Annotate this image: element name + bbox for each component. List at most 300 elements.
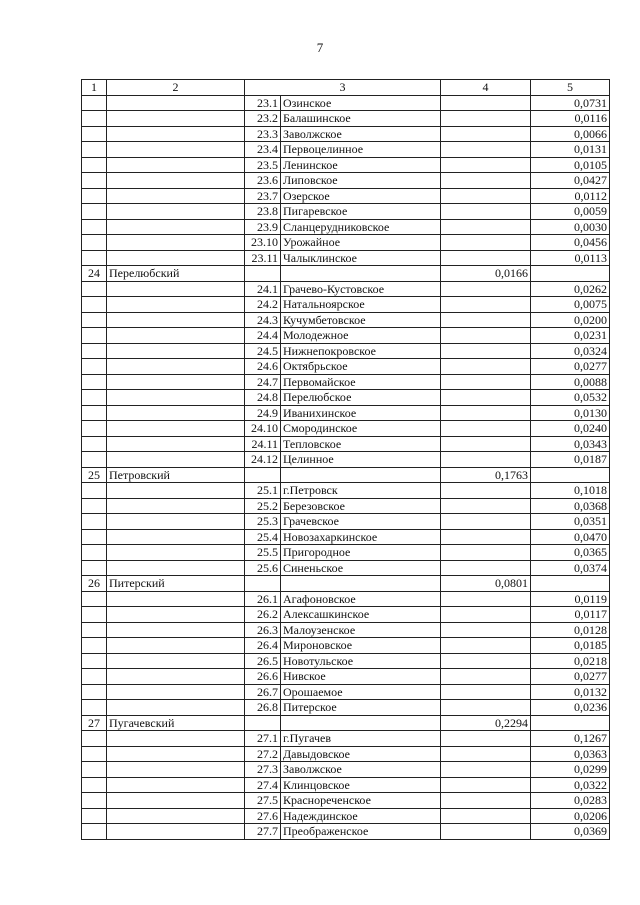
- empty-cell: [531, 715, 610, 731]
- settlement-code: 24.8: [245, 390, 281, 406]
- district-row: [82, 576, 610, 592]
- settlement-row: [82, 746, 610, 762]
- empty-cell: [441, 343, 531, 359]
- empty-cell: [82, 793, 107, 809]
- empty-cell: [82, 421, 107, 437]
- settlement-code: 24.11: [245, 436, 281, 452]
- empty-cell: [107, 95, 245, 111]
- settlement-row: [82, 436, 610, 452]
- settlement-value: 0,0427: [531, 173, 610, 189]
- settlement-name: Синеньское: [281, 560, 441, 576]
- settlement-value: 0,0113: [531, 250, 610, 266]
- settlement-name: Октябрьское: [281, 359, 441, 375]
- settlement-code: 23.8: [245, 204, 281, 220]
- settlement-value: 0,0283: [531, 793, 610, 809]
- settlement-value: 0,0059: [531, 204, 610, 220]
- empty-cell: [441, 700, 531, 716]
- empty-cell: [107, 343, 245, 359]
- empty-cell: [107, 219, 245, 235]
- empty-cell: [107, 328, 245, 344]
- settlement-name: Пригородное: [281, 545, 441, 561]
- empty-cell: [107, 560, 245, 576]
- settlement-value: 0,0532: [531, 390, 610, 406]
- empty-cell: [107, 529, 245, 545]
- settlement-name: Целинное: [281, 452, 441, 468]
- settlement-row: [82, 731, 610, 747]
- settlement-name: Урожайное: [281, 235, 441, 251]
- district-name: Перелюбский: [107, 266, 245, 282]
- district-row: [82, 715, 610, 731]
- empty-cell: [441, 545, 531, 561]
- empty-cell: [107, 777, 245, 793]
- empty-cell: [82, 328, 107, 344]
- empty-cell: [82, 436, 107, 452]
- settlement-row: [82, 684, 610, 700]
- settlement-row: [82, 700, 610, 716]
- settlement-value: 0,0187: [531, 452, 610, 468]
- empty-cell: [441, 777, 531, 793]
- empty-cell: [107, 498, 245, 514]
- settlement-name: Липовское: [281, 173, 441, 189]
- settlement-name: Надеждинское: [281, 808, 441, 824]
- district-name: Петровский: [107, 467, 245, 483]
- settlement-row: [82, 607, 610, 623]
- settlement-row: [82, 452, 610, 468]
- empty-cell: [441, 824, 531, 840]
- empty-cell: [107, 483, 245, 499]
- district-value: 0,1763: [441, 467, 531, 483]
- district-row: [82, 467, 610, 483]
- settlement-name: Малоузенское: [281, 622, 441, 638]
- settlement-code: 27.2: [245, 746, 281, 762]
- settlement-code: 24.10: [245, 421, 281, 437]
- empty-cell: [531, 266, 610, 282]
- settlement-row: [82, 762, 610, 778]
- empty-cell: [245, 467, 281, 483]
- empty-cell: [441, 762, 531, 778]
- empty-cell: [441, 808, 531, 824]
- empty-cell: [82, 808, 107, 824]
- settlement-code: 27.5: [245, 793, 281, 809]
- empty-cell: [441, 498, 531, 514]
- district-index: 24: [82, 266, 107, 282]
- settlement-code: 23.10: [245, 235, 281, 251]
- settlement-value: 0,1267: [531, 731, 610, 747]
- empty-cell: [441, 390, 531, 406]
- empty-cell: [82, 498, 107, 514]
- settlement-name: Нивское: [281, 669, 441, 685]
- settlement-code: 25.3: [245, 514, 281, 530]
- empty-cell: [281, 266, 441, 282]
- settlement-value: 0,0130: [531, 405, 610, 421]
- empty-cell: [107, 793, 245, 809]
- settlement-name: Краснореченское: [281, 793, 441, 809]
- empty-cell: [82, 824, 107, 840]
- empty-cell: [107, 204, 245, 220]
- empty-cell: [82, 343, 107, 359]
- empty-cell: [245, 715, 281, 731]
- settlement-name: Кучумбетовское: [281, 312, 441, 328]
- settlement-name: Ленинское: [281, 157, 441, 173]
- empty-cell: [441, 653, 531, 669]
- empty-cell: [441, 235, 531, 251]
- table-body: [82, 95, 610, 839]
- empty-cell: [441, 281, 531, 297]
- settlement-code: 24.6: [245, 359, 281, 375]
- settlement-code: 26.6: [245, 669, 281, 685]
- table-header-row: [82, 80, 610, 96]
- empty-cell: [107, 684, 245, 700]
- empty-cell: [441, 173, 531, 189]
- settlement-name: Мироновское: [281, 638, 441, 654]
- empty-cell: [441, 219, 531, 235]
- settlement-row: [82, 777, 610, 793]
- header-col-1: 1: [82, 80, 107, 96]
- empty-cell: [107, 700, 245, 716]
- settlement-row: [82, 126, 610, 142]
- settlement-value: 0,0374: [531, 560, 610, 576]
- settlement-code: 24.3: [245, 312, 281, 328]
- settlement-value: 0,0456: [531, 235, 610, 251]
- settlement-row: [82, 824, 610, 840]
- empty-cell: [441, 142, 531, 158]
- settlement-value: 0,0030: [531, 219, 610, 235]
- empty-cell: [107, 591, 245, 607]
- settlement-value: 0,0128: [531, 622, 610, 638]
- settlement-code: 23.6: [245, 173, 281, 189]
- settlement-code: 25.4: [245, 529, 281, 545]
- empty-cell: [107, 405, 245, 421]
- settlement-name: Нижнепокровское: [281, 343, 441, 359]
- settlement-value: 0,0132: [531, 684, 610, 700]
- empty-cell: [107, 653, 245, 669]
- settlement-value: 0,0112: [531, 188, 610, 204]
- empty-cell: [82, 374, 107, 390]
- empty-cell: [82, 359, 107, 375]
- empty-cell: [82, 684, 107, 700]
- empty-cell: [441, 297, 531, 313]
- empty-cell: [441, 312, 531, 328]
- empty-cell: [107, 157, 245, 173]
- settlement-value: 0,0231: [531, 328, 610, 344]
- empty-cell: [107, 436, 245, 452]
- settlement-code: 24.7: [245, 374, 281, 390]
- settlement-row: [82, 188, 610, 204]
- settlement-value: 0,0322: [531, 777, 610, 793]
- settlement-name: Грачево-Кустовское: [281, 281, 441, 297]
- settlement-code: 27.3: [245, 762, 281, 778]
- settlement-code: 26.7: [245, 684, 281, 700]
- settlement-code: 24.12: [245, 452, 281, 468]
- settlement-code: 23.1: [245, 95, 281, 111]
- empty-cell: [441, 669, 531, 685]
- empty-cell: [82, 452, 107, 468]
- empty-cell: [441, 622, 531, 638]
- empty-cell: [441, 374, 531, 390]
- settlement-name: Тепловское: [281, 436, 441, 452]
- district-index: 25: [82, 467, 107, 483]
- settlement-name: Перелюбское: [281, 390, 441, 406]
- settlement-row: [82, 374, 610, 390]
- settlement-name: Чалыклинское: [281, 250, 441, 266]
- settlement-name: Первоцелинное: [281, 142, 441, 158]
- empty-cell: [82, 188, 107, 204]
- settlement-row: [82, 793, 610, 809]
- settlement-name: Заволжское: [281, 762, 441, 778]
- empty-cell: [82, 700, 107, 716]
- settlement-row: [82, 514, 610, 530]
- empty-cell: [441, 452, 531, 468]
- settlement-code: 24.5: [245, 343, 281, 359]
- empty-cell: [107, 638, 245, 654]
- settlement-name: Новозахаркинское: [281, 529, 441, 545]
- empty-cell: [107, 126, 245, 142]
- empty-cell: [441, 188, 531, 204]
- district-name: Пугачевский: [107, 715, 245, 731]
- empty-cell: [82, 95, 107, 111]
- settlement-code: 24.2: [245, 297, 281, 313]
- settlement-name: г.Пугачев: [281, 731, 441, 747]
- empty-cell: [107, 111, 245, 127]
- settlement-name: Заволжское: [281, 126, 441, 142]
- settlement-name: Клинцовское: [281, 777, 441, 793]
- empty-cell: [441, 793, 531, 809]
- empty-cell: [82, 173, 107, 189]
- empty-cell: [107, 297, 245, 313]
- district-index: 27: [82, 715, 107, 731]
- empty-cell: [82, 297, 107, 313]
- settlement-row: [82, 95, 610, 111]
- settlement-code: 26.1: [245, 591, 281, 607]
- empty-cell: [281, 715, 441, 731]
- district-value: 0,2294: [441, 715, 531, 731]
- settlement-code: 23.4: [245, 142, 281, 158]
- empty-cell: [107, 281, 245, 297]
- empty-cell: [107, 421, 245, 437]
- empty-cell: [441, 328, 531, 344]
- empty-cell: [107, 762, 245, 778]
- settlement-name: Орошаемое: [281, 684, 441, 700]
- settlement-row: [82, 173, 610, 189]
- settlement-code: 23.9: [245, 219, 281, 235]
- settlement-value: 0,0206: [531, 808, 610, 824]
- settlement-name: Давыдовское: [281, 746, 441, 762]
- settlement-value: 0,0324: [531, 343, 610, 359]
- empty-cell: [82, 762, 107, 778]
- empty-cell: [441, 514, 531, 530]
- settlement-code: 23.7: [245, 188, 281, 204]
- settlement-code: 27.6: [245, 808, 281, 824]
- settlement-name: Березовское: [281, 498, 441, 514]
- settlement-name: Натальноярское: [281, 297, 441, 313]
- settlement-code: 27.4: [245, 777, 281, 793]
- settlement-name: Новотульское: [281, 653, 441, 669]
- header-col-4: 4: [441, 80, 531, 96]
- settlement-value: 0,0351: [531, 514, 610, 530]
- settlement-code: 25.1: [245, 483, 281, 499]
- district-value: 0,0801: [441, 576, 531, 592]
- empty-cell: [531, 576, 610, 592]
- settlement-row: [82, 312, 610, 328]
- settlement-name: Первомайское: [281, 374, 441, 390]
- settlement-value: 0,0731: [531, 95, 610, 111]
- settlement-row: [82, 808, 610, 824]
- settlement-row: [82, 111, 610, 127]
- empty-cell: [107, 731, 245, 747]
- settlement-value: 0,0368: [531, 498, 610, 514]
- empty-cell: [107, 824, 245, 840]
- empty-cell: [82, 560, 107, 576]
- settlement-name: Агафоновское: [281, 591, 441, 607]
- settlement-name: Пигаревское: [281, 204, 441, 220]
- empty-cell: [245, 576, 281, 592]
- settlement-code: 26.4: [245, 638, 281, 654]
- empty-cell: [441, 731, 531, 747]
- settlement-name: г.Петровск: [281, 483, 441, 499]
- empty-cell: [441, 204, 531, 220]
- district-name: Питерский: [107, 576, 245, 592]
- empty-cell: [82, 669, 107, 685]
- empty-cell: [441, 591, 531, 607]
- settlement-value: 0,0116: [531, 111, 610, 127]
- empty-cell: [107, 514, 245, 530]
- empty-cell: [82, 235, 107, 251]
- settlement-value: 0,0131: [531, 142, 610, 158]
- settlement-value: 0,0236: [531, 700, 610, 716]
- settlement-code: 27.1: [245, 731, 281, 747]
- empty-cell: [82, 219, 107, 235]
- settlement-code: 23.2: [245, 111, 281, 127]
- settlement-row: [82, 204, 610, 220]
- empty-cell: [82, 777, 107, 793]
- settlement-code: 26.2: [245, 607, 281, 623]
- settlement-value: 0,0117: [531, 607, 610, 623]
- settlement-value: 0,0200: [531, 312, 610, 328]
- district-value: 0,0166: [441, 266, 531, 282]
- empty-cell: [82, 157, 107, 173]
- settlement-name: Грачевское: [281, 514, 441, 530]
- empty-cell: [107, 452, 245, 468]
- settlement-value: 0,0218: [531, 653, 610, 669]
- empty-cell: [441, 421, 531, 437]
- settlement-row: [82, 142, 610, 158]
- settlement-code: 25.5: [245, 545, 281, 561]
- settlement-row: [82, 297, 610, 313]
- empty-cell: [441, 111, 531, 127]
- empty-cell: [441, 436, 531, 452]
- empty-cell: [107, 808, 245, 824]
- empty-cell: [441, 359, 531, 375]
- settlement-row: [82, 638, 610, 654]
- settlement-code: 26.3: [245, 622, 281, 638]
- empty-cell: [441, 126, 531, 142]
- empty-cell: [107, 142, 245, 158]
- settlement-name: Молодежное: [281, 328, 441, 344]
- empty-cell: [441, 560, 531, 576]
- empty-cell: [107, 173, 245, 189]
- empty-cell: [441, 746, 531, 762]
- settlement-row: [82, 157, 610, 173]
- settlement-value: 0,0262: [531, 281, 610, 297]
- header-col-2: 2: [107, 80, 245, 96]
- empty-cell: [82, 142, 107, 158]
- empty-cell: [82, 204, 107, 220]
- settlement-row: [82, 343, 610, 359]
- empty-cell: [82, 607, 107, 623]
- empty-cell: [82, 405, 107, 421]
- empty-cell: [107, 374, 245, 390]
- empty-cell: [82, 529, 107, 545]
- empty-cell: [107, 312, 245, 328]
- settlement-row: [82, 390, 610, 406]
- settlement-value: 0,0277: [531, 669, 610, 685]
- empty-cell: [531, 467, 610, 483]
- empty-cell: [107, 235, 245, 251]
- empty-cell: [107, 390, 245, 406]
- header-col-5: 5: [531, 80, 610, 96]
- empty-cell: [441, 529, 531, 545]
- settlement-row: [82, 545, 610, 561]
- empty-cell: [82, 281, 107, 297]
- empty-cell: [82, 390, 107, 406]
- empty-cell: [281, 467, 441, 483]
- settlement-row: [82, 483, 610, 499]
- settlement-name: Балашинское: [281, 111, 441, 127]
- empty-cell: [441, 95, 531, 111]
- empty-cell: [441, 483, 531, 499]
- settlement-code: 24.1: [245, 281, 281, 297]
- empty-cell: [441, 638, 531, 654]
- settlement-row: [82, 405, 610, 421]
- settlement-code: 26.8: [245, 700, 281, 716]
- distribution-table: [81, 79, 610, 840]
- settlement-row: [82, 359, 610, 375]
- settlement-row: [82, 219, 610, 235]
- empty-cell: [107, 607, 245, 623]
- header-col-3: 3: [245, 80, 441, 96]
- settlement-row: [82, 591, 610, 607]
- settlement-row: [82, 560, 610, 576]
- settlement-value: 0,0088: [531, 374, 610, 390]
- settlement-value: 0,0075: [531, 297, 610, 313]
- empty-cell: [107, 188, 245, 204]
- empty-cell: [82, 622, 107, 638]
- settlement-row: [82, 250, 610, 266]
- settlement-value: 0,0277: [531, 359, 610, 375]
- settlement-value: 0,0369: [531, 824, 610, 840]
- empty-cell: [441, 607, 531, 623]
- page-number: 7: [316, 40, 324, 55]
- settlement-value: 0,1018: [531, 483, 610, 499]
- settlement-code: 23.5: [245, 157, 281, 173]
- settlement-row: [82, 653, 610, 669]
- settlement-name: Преображенское: [281, 824, 441, 840]
- empty-cell: [441, 684, 531, 700]
- empty-cell: [82, 638, 107, 654]
- settlement-row: [82, 328, 610, 344]
- settlement-row: [82, 669, 610, 685]
- settlement-name: Алексашкинское: [281, 607, 441, 623]
- empty-cell: [82, 126, 107, 142]
- settlement-row: [82, 622, 610, 638]
- empty-cell: [82, 746, 107, 762]
- empty-cell: [82, 312, 107, 328]
- empty-cell: [82, 111, 107, 127]
- settlement-name: Питерское: [281, 700, 441, 716]
- settlement-code: 23.11: [245, 250, 281, 266]
- empty-cell: [441, 405, 531, 421]
- empty-cell: [82, 731, 107, 747]
